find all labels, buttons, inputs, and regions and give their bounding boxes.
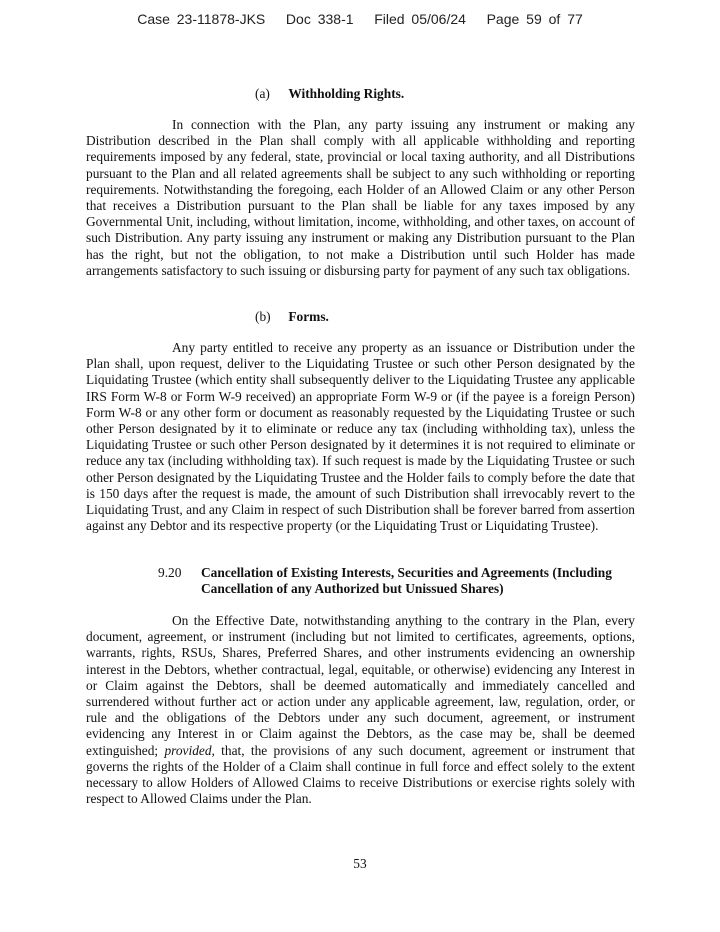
section-b-label: (b) (255, 309, 271, 324)
section-a-paragraph: In connection with the Plan, any party issuing any instrument or making any Distribution described in the Plan shall comply with all applicable withholding and reporting requirements imposed by any federal, state, provincial or local taxing authority, and all Distributions pursuant to the Plan and all related agreements shall be subject to any such withholding or reporting requirements. Notwithstanding the foregoing, each Holder of an Allowed Claim or any other Person that receives a Distribution pursuant to the Plan shall be liable for any taxes imposed by any Governmental Unit, including, without limitation, income, withholding, and other taxes, on account of such Distribution. Any party issuing any instrument or making any Distribution pursuant to the Plan has the right, but not the obligation, to not make a Distribution until such Holder has made arrangements satisfactory to such issuing or disbursing party for payment of any such tax obligations. (86, 117, 635, 278)
section-920-heading (158, 565, 636, 598)
section-920-title: Cancellation of Existing Interests, Securities and Agreements (Including Cancellation of any Authorized but Unissued Shares) (201, 565, 612, 597)
page-number: 53 (353, 856, 367, 871)
case-number: Case 23-11878-JKS (137, 11, 266, 27)
section-a-title: Withholding Rights. (288, 86, 405, 101)
section-920-paragraph (86, 613, 635, 807)
section-a-body (86, 117, 635, 279)
section-920-text-end: , that, the provisions of any such document, agreement or instrument that governs the rights of the Holder of a Claim shall continue in full force and effect solely to the extent necessary to allow Holders of Allowed Claims to receive Distributions or exercise rights solely with respect to Allowed Claims under the Plan. (86, 742, 635, 807)
section-a-label: (a) (255, 86, 270, 101)
page-indicator: Page 59 of 77 (486, 11, 583, 27)
section-b-body (86, 340, 635, 534)
doc-number: Doc 338-1 (285, 11, 354, 27)
filing-header (0, 11, 720, 27)
provided-italic: provided (164, 742, 212, 758)
section-b-heading (255, 309, 329, 325)
section-a-heading (255, 86, 404, 102)
section-920-text-start: On the Effective Date, notwithstanding anything to the contrary in the Plan, every document, agreement, or instrument (including but not limited to certificates, agreements, options, warrants, rights, RSUs, Shares, Preferred Shares, and other instruments evidencing an ownership interest in the Debtors, whether contractual, legal, equitable, or otherwise) evidencing any Interest in or Claim against the Debtors, shall be deemed automatically and immediately cancelled and surrendered without further act or action under any applicable agreement, law, regulation, order, or rule and the obligations of the Debtors under any such document, agreement, or instrument evidencing any Interest in or Claim against the Debtors, as the case may be, shall be deemed extinguished; (86, 613, 635, 758)
section-920-number: 9.20 (158, 565, 182, 580)
filed-date: Filed 05/06/24 (374, 11, 466, 27)
section-b-title: Forms. (288, 309, 329, 324)
section-920-body (86, 613, 635, 807)
section-b-paragraph: Any party entitled to receive any property as an issuance or Distribution under the Plan shall, upon request, deliver to the Liquidating Trustee or such other Person designated by the Liquidating Trustee (which entity shall subsequently deliver to the Liquidating Trustee any applicable IRS Form W-8 or Form W-9 received) an appropriate Form W-9 or (if the payee is a foreign Person) Form W-8 or any other form or document as reasonably requested by the Liquidating Trustee or such other Person designated by it to eliminate or reduce any tax (including withholding tax), unless the Liquidating Trustee or such other Person designated by it determines it is not required to eliminate or reduce any tax (including withholding tax). If such request is made by the Liquidating Trustee or such other Person designated by the Liquidating Trustee and the Holder fails to comply before the date that is 150 days after the request is made, the amount of such Distribution shall irrevocably revert to the Liquidating Trust, and any Claim in respect of such Distribution shall be forever barred from assertion against any Debtor and its respective property (or the Liquidating Trust or Liquidating Trustee). (86, 340, 635, 534)
